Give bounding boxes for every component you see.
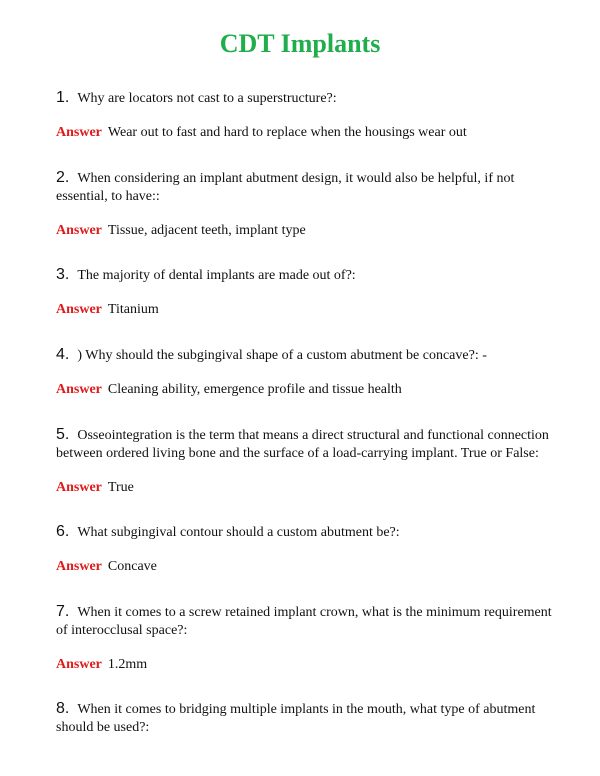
answer	[56, 558, 556, 576]
question-number: 4.	[56, 346, 70, 363]
answer-text: Cleaning ability, emergence profile and tissue health	[107, 382, 402, 397]
question-number: 5.	[56, 426, 70, 443]
qa-item-5	[56, 426, 556, 497]
question	[56, 89, 556, 108]
question	[56, 523, 556, 542]
answer-text: Titanium	[107, 302, 159, 317]
qa-item-7	[56, 603, 556, 674]
page-title: CDT Implants	[219, 29, 381, 58]
answer-text: Tissue, adjacent teeth, implant type	[107, 223, 306, 238]
answer	[56, 301, 556, 319]
answer-label: Answer	[56, 125, 102, 140]
qa-item-4	[56, 346, 556, 399]
qa-item-6	[56, 523, 556, 576]
answer-label: Answer	[56, 302, 102, 317]
answer-text: Concave	[107, 559, 157, 574]
question-number: 6.	[56, 523, 70, 540]
question-text: When considering an implant abutment design, it would also be helpful, if not essential, to have::	[56, 171, 515, 204]
question-text: Osseointegration is the term that means a direct structural and functional connection between ordered living bone and the surface of a load-carrying implant. True or False:	[56, 428, 549, 461]
answer	[56, 124, 556, 142]
question	[56, 426, 556, 463]
answer	[56, 479, 556, 497]
answer-label: Answer	[56, 382, 102, 397]
answer-label: Answer	[56, 480, 102, 495]
question-text: When it comes to bridging multiple implants in the mouth, what type of abutment should be used?:	[56, 702, 536, 735]
question-number: 1.	[56, 89, 70, 106]
question-text: The majority of dental implants are made out of?:	[77, 268, 356, 283]
question	[56, 603, 556, 640]
question	[56, 266, 556, 285]
question	[56, 346, 556, 365]
answer-text: Wear out to fast and hard to replace when the housings wear out	[107, 125, 467, 140]
question	[56, 700, 556, 737]
answer	[56, 381, 556, 399]
qa-item-2	[56, 169, 556, 240]
qa-item-1	[56, 89, 556, 142]
question-number: 8.	[56, 700, 70, 717]
qa-item-3	[56, 266, 556, 319]
question-number: 2.	[56, 169, 70, 186]
question	[56, 169, 556, 206]
answer-label: Answer	[56, 657, 102, 672]
answer-label: Answer	[56, 559, 102, 574]
question-text: Why are locators not cast to a superstructure?:	[77, 91, 337, 106]
answer	[56, 656, 556, 674]
question-text: When it comes to a screw retained implant crown, what is the minimum requirement of interocclusal space?:	[56, 605, 552, 638]
question-number: 7.	[56, 603, 70, 620]
question-text: ) Why should the subgingival shape of a custom abutment be concave?: -	[77, 348, 487, 363]
answer-label: Answer	[56, 223, 102, 238]
answer-text: 1.2mm	[107, 657, 148, 672]
question-number: 3.	[56, 266, 70, 283]
answer	[56, 222, 556, 240]
qa-item-8	[56, 700, 556, 737]
answer-text: True	[107, 480, 134, 495]
question-text: What subgingival contour should a custom abutment be?:	[77, 525, 400, 540]
